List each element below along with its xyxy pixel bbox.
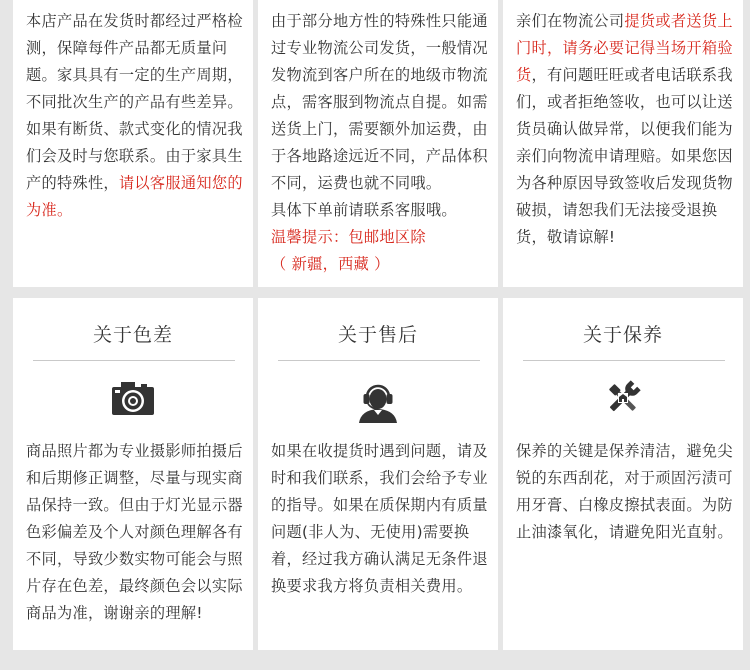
logistics-text bbox=[271, 8, 490, 278]
color-difference-text: 商品照片都为专业摄影师拍摄后和后期修正调整，尽量与现实商品保持一致。但由于灯光显示器色彩偏差及个人对颜色理解各有不同，导致少数实物可能会与照片存在色差，最终颜色会以实际商品为准，谢谢亲的理解! bbox=[26, 442, 243, 622]
maintenance-title: 关于保养 bbox=[582, 324, 663, 346]
maintenance-divider bbox=[523, 360, 725, 361]
camera-icon bbox=[111, 378, 155, 422]
after-sales-text: 如果在收提货时遇到问题，请及时和我们联系，我们会给予专业的指导。如果在质保期内有质量问题(非人为、无使用)需要换着，经过我方确认满足无条件退换要求我方将负责相关费用。 bbox=[271, 442, 488, 595]
maintenance-text: 保养的关键是保养清洁，避免尖锐的东西刮花，对于顽固污渍可用牙膏、白橡皮擦拭表面。为防止油漆氧化，请避免阳光直射。 bbox=[516, 442, 733, 541]
inspection-body-end: ，有问题旺旺或者电话联系我们，或者拒绝签收，也可以让送货员确认做异常，以便我们能为亲们向物流申请理赔。如果您因为各种原因导致签收后发现货物破损，请恕我们无法接受退换货，敬请谅解! bbox=[516, 66, 733, 246]
free-shipping-notice: 温馨提示：包邮地区除 bbox=[271, 228, 426, 246]
free-shipping-exclusions: （ 新疆，西藏 ） bbox=[271, 255, 390, 273]
shipping-check-highlight: 请以客服通知您的为准。 bbox=[26, 174, 243, 219]
shipping-check-text bbox=[26, 8, 245, 224]
inspection-text bbox=[516, 8, 735, 251]
shipping-check-body: 本店产品在发货时都经过严格检测，保障每件产品都无质量问题。家具具有一定的生产周期，不同批次生产的产品有些差异。如果有断货、款式变化的情况我们会及时与您联系。由于家具生产的特殊性， bbox=[26, 12, 243, 192]
color-difference-card bbox=[13, 298, 253, 650]
after-sales-title: 关于售后 bbox=[337, 324, 418, 346]
logistics-card bbox=[258, 0, 498, 287]
shipping-check-card bbox=[13, 0, 253, 287]
inspection-body-start: 亲们在物流公司 bbox=[516, 12, 625, 30]
after-sales-divider bbox=[278, 360, 480, 361]
tools-icon bbox=[603, 378, 643, 422]
maintenance-card bbox=[503, 298, 743, 650]
color-difference-divider bbox=[33, 360, 235, 361]
after-sales-card bbox=[258, 298, 498, 650]
color-difference-title: 关于色差 bbox=[92, 324, 173, 346]
inspection-card bbox=[503, 0, 743, 287]
inspection-highlight: 提货或者送货上门时，请务必要记得当场开箱验货 bbox=[516, 12, 733, 84]
logistics-body: 由于部分地方性的特殊性只能通过专业物流公司发货，一般情况发物流到客户所在的地级市物流点，需客服到物流点自提。如需送货上门，需要额外加运费，由于各地路途远近不同，产品体积不同，运费也就不同哦。 bbox=[271, 12, 488, 192]
headset-agent-icon bbox=[356, 378, 400, 428]
logistics-contact-note: 具体下单前请联系客服哦。 bbox=[271, 201, 457, 219]
